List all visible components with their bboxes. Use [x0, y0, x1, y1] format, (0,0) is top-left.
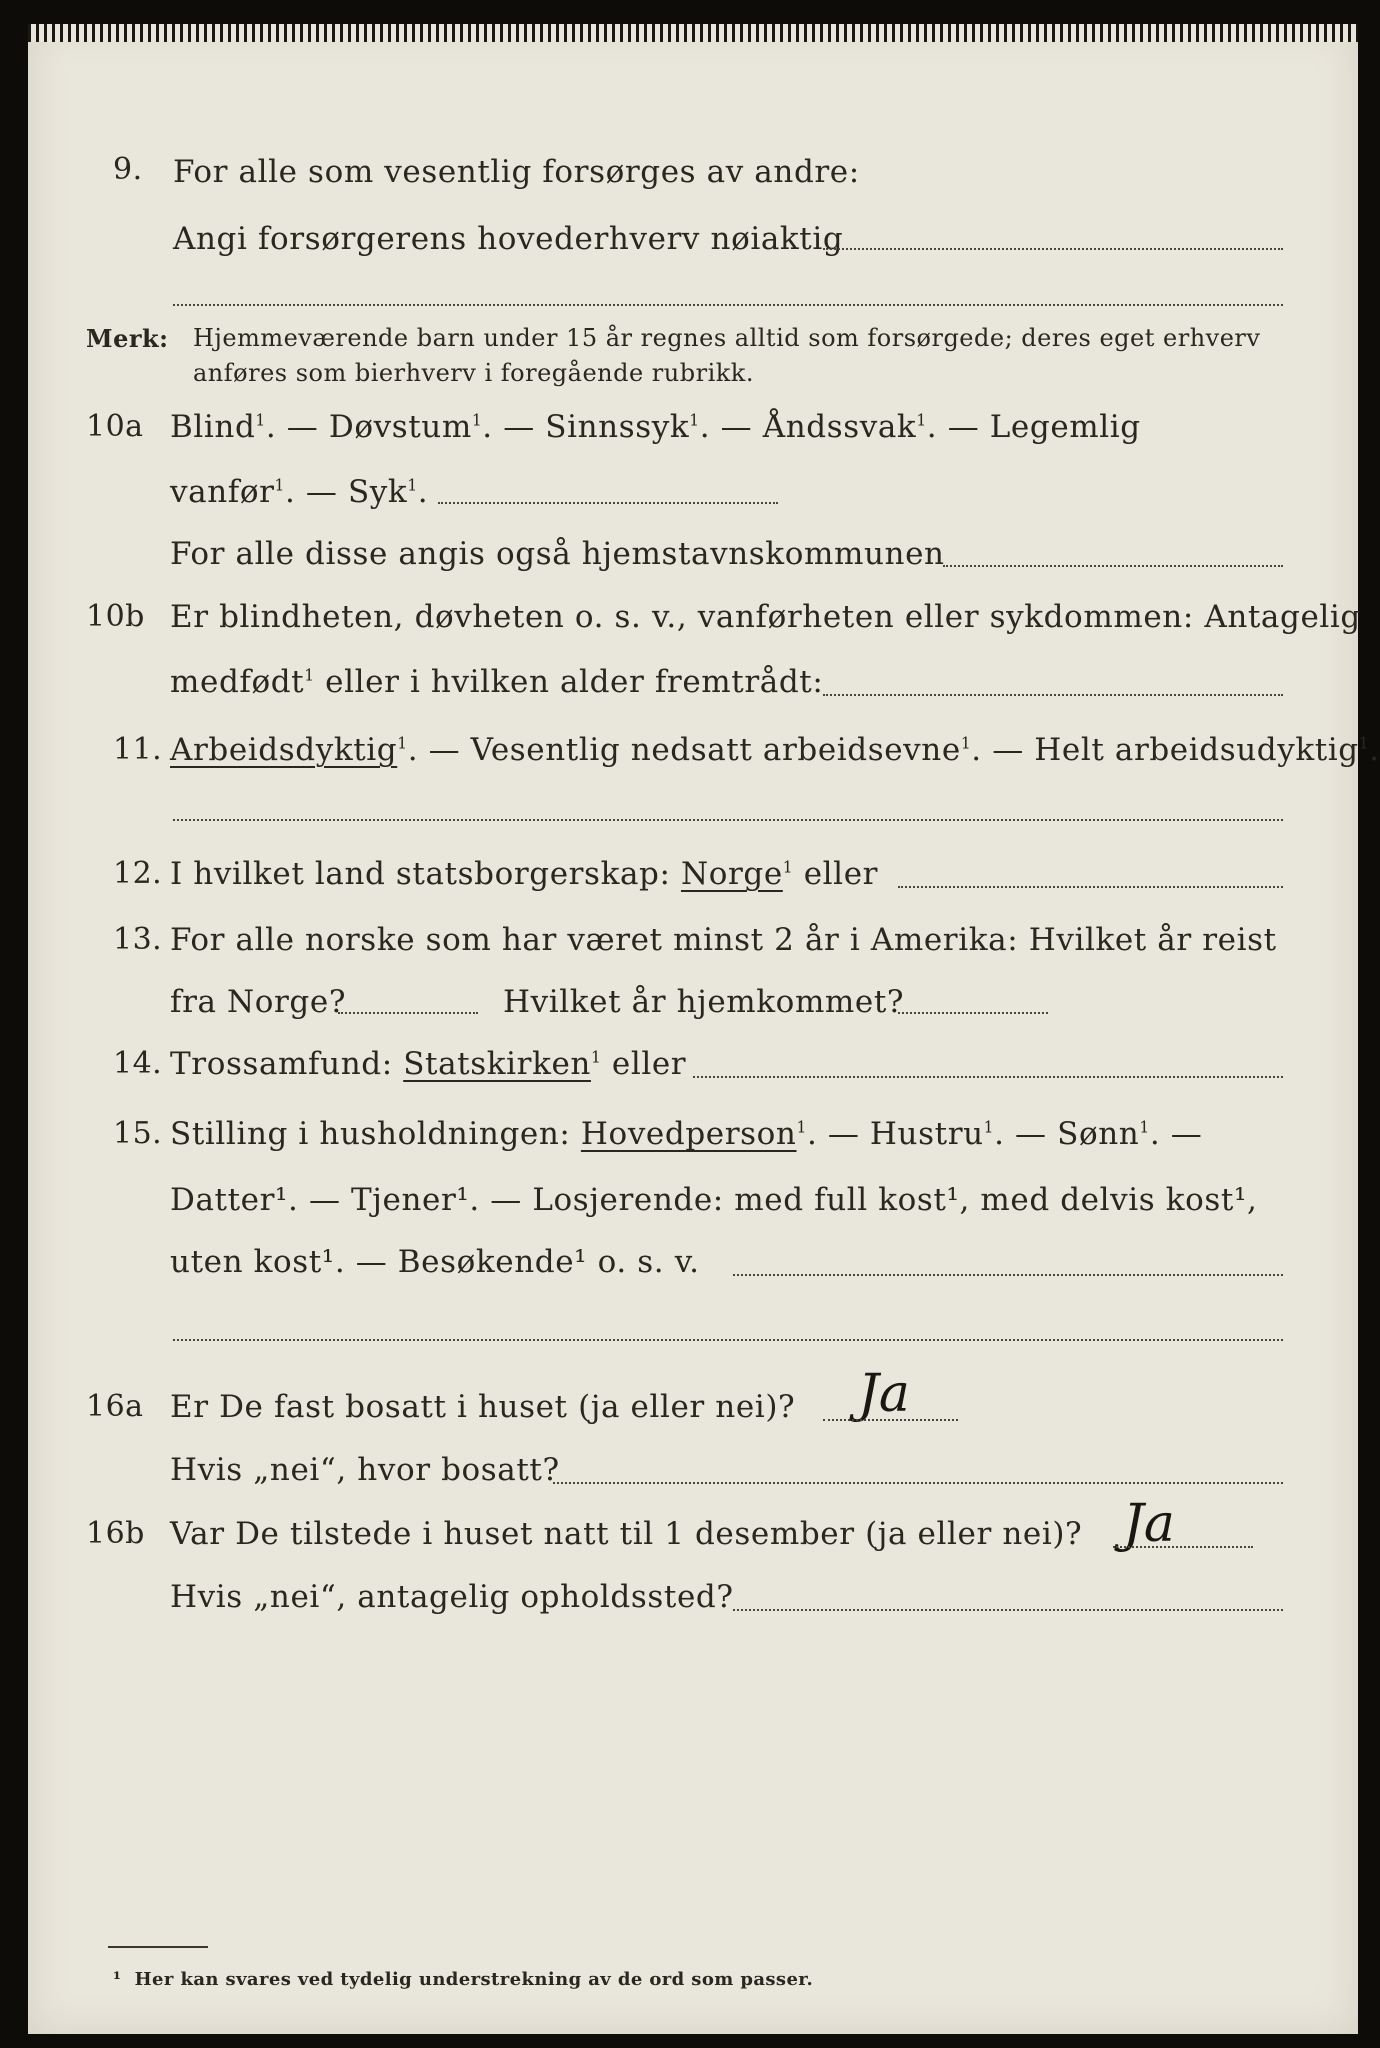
question-text: uten kost¹. — Besøkende¹ o. s. v.: [170, 1244, 700, 1280]
question-number: 12.: [113, 856, 163, 891]
option-hovedperson[interactable]: Hovedperson: [580, 1116, 797, 1152]
option-udyktig[interactable]: Helt arbeidsudyktig: [1034, 732, 1359, 768]
question-text: Er blindheten, døvheten o. s. v., vanførheten eller sykdommen: Antagelig: [170, 599, 1361, 635]
footnote: [113, 1969, 813, 1990]
question-text: Hvis „nei“, hvor bosatt?: [170, 1452, 560, 1488]
question-text: Trossamfund: Statskirken$^1$ eller: [170, 1046, 687, 1082]
answer-line[interactable]: [898, 886, 1283, 888]
question-text: I hvilket land statsborgerskap: Norge$^1$ eller: [170, 856, 879, 892]
option-nedsatt[interactable]: Vesentlig nedsatt arbeidsevne: [470, 732, 961, 768]
question-number: 14.: [113, 1046, 163, 1081]
option-medfodt[interactable]: medfødt: [170, 664, 305, 700]
answer-line[interactable]: [173, 304, 1283, 306]
question-number: 13.: [113, 922, 163, 957]
question-number: 9.: [113, 152, 143, 187]
footnote-text: Her kan svares ved tydelig understrekning av de ord som passer.: [134, 1969, 814, 1990]
answer-line[interactable]: [1113, 1546, 1253, 1548]
answer-line[interactable]: [553, 1482, 1283, 1484]
answer-line[interactable]: [733, 1274, 1283, 1276]
option-syk[interactable]: Syk: [347, 474, 408, 510]
option-statskirken[interactable]: Statskirken: [403, 1046, 591, 1082]
note-text: Hjemmeværende barn under 15 år regnes alltid som forsørgede; deres eget erhverv: [193, 324, 1261, 352]
option-blind[interactable]: Blind: [170, 409, 256, 445]
option-sonn[interactable]: Sønn: [1057, 1116, 1140, 1152]
question-text: For alle som vesentlig forsørges av andre:: [173, 154, 860, 190]
option-vanfor[interactable]: vanfør: [170, 474, 275, 510]
answer-line[interactable]: [823, 694, 1283, 696]
question-text: Var De tilstede i huset natt til 1 desember (ja eller nei)?: [170, 1516, 1083, 1552]
handwritten-answer: Ja: [858, 1364, 910, 1424]
question-text: Stilling i husholdningen: Hovedperson$^1$. — Hustru$^1$. — Sønn$^1$. —: [170, 1116, 1203, 1152]
answer-line[interactable]: [823, 248, 1283, 250]
question-number: 10b: [86, 599, 145, 634]
handwritten-answer: Ja: [1123, 1494, 1175, 1554]
answer-line[interactable]: [173, 1339, 1283, 1341]
question-text: medfødt$^1$ eller i hvilken alder fremtrådt:: [170, 664, 824, 700]
answer-line[interactable]: [338, 1012, 478, 1014]
note-text: anføres som bierhverv i foregående rubrikk.: [193, 359, 754, 387]
footnote-rule: [108, 1946, 208, 1948]
question-text: Hvis „nei“, antagelig opholdssted?: [170, 1579, 734, 1615]
question-number: 10a: [86, 409, 144, 444]
question-text: Blind$^1$. — Døvstum$^1$. — Sinnssyk$^1$. — Åndssvak$^1$. — Legemlig: [170, 409, 1141, 445]
answer-line[interactable]: [943, 565, 1283, 567]
question-text: Angi forsørgerens hovederhverv nøiaktig: [173, 221, 844, 257]
answer-line[interactable]: [693, 1076, 1283, 1078]
question-text: vanfør$^1$. — Syk$^1$.: [170, 474, 429, 510]
question-number: 16a: [86, 1389, 144, 1424]
answer-line[interactable]: [173, 819, 1283, 821]
option-arbeidsdyktig[interactable]: Arbeidsdyktig: [170, 732, 398, 768]
question-text: For alle norske som har været minst 2 år i Amerika: Hvilket år reist: [170, 922, 1277, 958]
option-hustru[interactable]: Hustru: [869, 1116, 984, 1152]
note-label: Merk:: [86, 324, 169, 353]
question-text: Arbeidsdyktig$^1$. — Vesentlig nedsatt arbeidsevne$^1$. — Helt arbeidsudyktig$^1$.: [170, 732, 1380, 768]
answer-line[interactable]: [438, 502, 778, 504]
option-andssvak[interactable]: Åndssvak: [762, 409, 917, 445]
question-text: Hvilket år hjemkommet?: [503, 984, 905, 1020]
question-text: Datter¹. — Tjener¹. — Losjerende: med full kost¹, med delvis kost¹,: [170, 1182, 1258, 1218]
question-text: fra Norge?: [170, 984, 347, 1020]
answer-line[interactable]: [898, 1012, 1048, 1014]
census-form-page: [28, 24, 1380, 2034]
question-text: Er De fast bosatt i huset (ja eller nei)?: [170, 1389, 796, 1425]
option-dovstum[interactable]: Døvstum: [328, 409, 472, 445]
footnote-mark: ¹: [113, 1969, 122, 1990]
option-legemlig[interactable]: Legemlig: [989, 409, 1141, 445]
question-number: 11.: [113, 732, 163, 767]
question-text: For alle disse angis også hjemstavnskommunen: [170, 536, 945, 572]
answer-line[interactable]: [823, 1419, 958, 1421]
answer-line[interactable]: [733, 1609, 1283, 1611]
option-norge[interactable]: Norge: [680, 856, 783, 892]
perforated-edge: [28, 24, 1358, 42]
option-sinnssyk[interactable]: Sinnssyk: [545, 409, 690, 445]
question-number: 16b: [86, 1516, 145, 1551]
question-number: 15.: [113, 1116, 163, 1151]
